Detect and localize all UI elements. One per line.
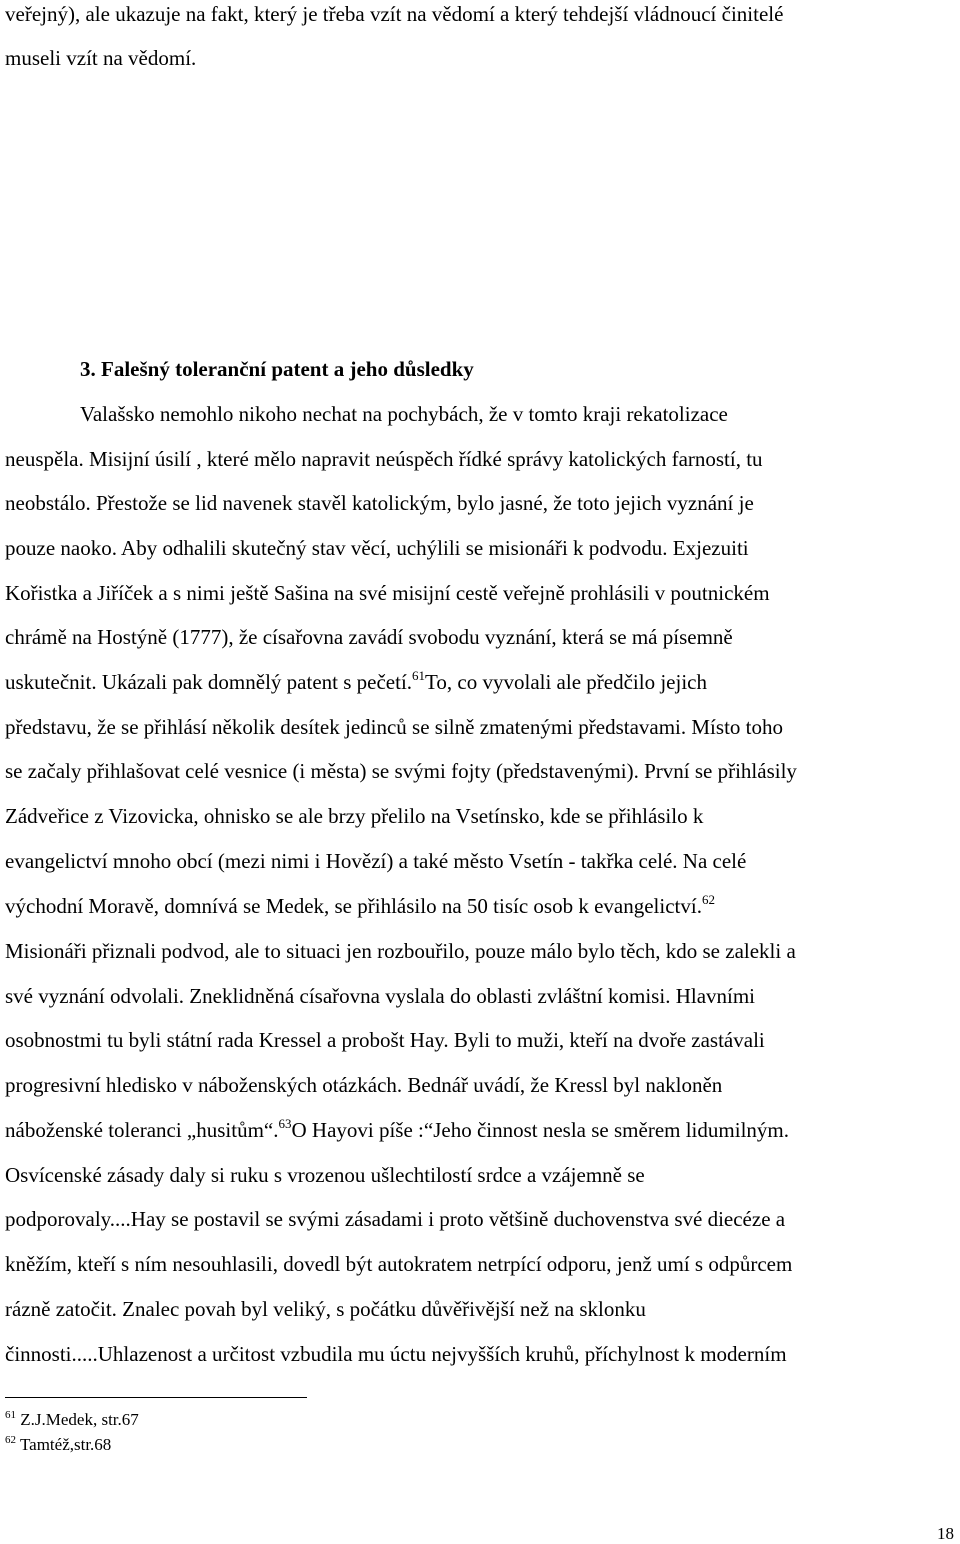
body-text-line: podporovaly....Hay se postavil se svými zásadami i proto většině duchovenstva své diecéze a	[5, 1207, 786, 1231]
body-text-line: Kořistka a Jiříček a s nimi ještě Sašina na své misijní cestě veřejně prohlásili v poutnickém	[5, 581, 770, 605]
body-text-line: neuspěla. Misijní úsilí , které mělo napravit neúspěch řídké správy katolických farností, tu	[5, 447, 763, 471]
body-text-line	[5, 670, 707, 697]
body-text-line: progresivní hledisko v náboženských otázkách. Bednář uvádí, že Kressl byl nakloněn	[5, 1073, 723, 1097]
footnote	[5, 1410, 139, 1432]
body-text-line: osobnostmi tu byli státní rada Kressel a probošt Hay. Byli to muži, kteří na dvoře zastávali	[5, 1028, 765, 1052]
body-text-line: evangelictví mnoho obcí (mezi nimi i Hovězí) a také město Vsetín - takřka celé. Na celé	[5, 849, 747, 873]
text-run: To, co vyvolali ale předčilo jejich	[425, 670, 707, 694]
body-text-line: Misionáři přiznali podvod, ale to situaci jen rozbouřilo, pouze málo bylo těch, kdo se zalekli a	[5, 939, 796, 963]
text-run: uskutečnit. Ukázali pak domnělý patent s pečetí.	[5, 670, 413, 694]
body-text-line: rázně zatočit. Znalec povah byl veliký, s počátku důvěřivější než na sklonku	[5, 1297, 646, 1321]
body-text-line: Osvícenské zásady daly si ruku s vrozenou ušlechtilostí srdce a vzájemně se	[5, 1163, 645, 1187]
footnote-text: Z.J.Medek, str.67	[20, 1410, 139, 1429]
body-text-line: chrámě na Hostýně (1777), že císařovna zavádí svobodu vyznání, která se má písemně	[5, 625, 733, 649]
text-run: náboženské toleranci „husitům“.	[5, 1118, 279, 1142]
text-run: O Hayovi píše :“Jeho činnost nesla se směrem lidumilným.	[291, 1118, 789, 1142]
body-text-line: veřejný), ale ukazuje na fakt, který je třeba vzít na vědomí a který tehdejší vládnoucí činitelé	[5, 2, 784, 26]
body-text-line: neobstálo. Přestože se lid navenek stavěl katolickým, bylo jasné, že toto jejich vyznání je	[5, 491, 754, 515]
body-text-line	[5, 894, 715, 921]
page-number: 18	[937, 1524, 954, 1543]
body-text-line: museli vzít na vědomí.	[5, 46, 197, 70]
body-text-line: Zádveřice z Vizovicka, ohnisko se ale brzy přelilo na Vsetínsko, kde se přihlásilo k	[5, 804, 704, 828]
footnote	[5, 1435, 111, 1457]
footnote-separator	[5, 1397, 307, 1398]
body-text-line: své vyznání odvolali. Zneklidněná císařovna vyslala do oblasti zvláštní komisi. Hlavními	[5, 984, 756, 1008]
footnote-number: 62	[5, 1434, 16, 1446]
body-text-line: kněžím, kteří s ním nesouhlasili, dovedl být autokratem netrpící odporu, jenž umí s odpůrcem	[5, 1252, 793, 1276]
section-heading: 3. Falešný toleranční patent a jeho důsledky	[80, 357, 474, 381]
footnote-ref: 63	[278, 1116, 292, 1131]
footnote-ref: 62	[701, 892, 715, 907]
body-text-line: Valašsko nemohlo nikoho nechat na pochybách, že v tomto kraji rekatolizace	[80, 402, 728, 426]
text-run: východní Moravě, domnívá se Medek, se přihlásilo na 50 tisíc osob k evangelictví.	[5, 894, 702, 918]
body-text-line	[5, 1118, 789, 1145]
footnote-number: 61	[5, 1409, 16, 1421]
footnote-text: Tamtéž,str.68	[19, 1435, 112, 1454]
body-text-line: představu, že se přihlásí několik desítek jedinců se silně zmatenými představami. Místo toho	[5, 715, 783, 739]
footnote-ref: 61	[412, 668, 426, 683]
body-text-line: pouze naoko. Aby odhalili skutečný stav věcí, uchýlili se misionáři k podvodu. Exjezuiti	[5, 536, 749, 560]
body-text-line: se začaly přihlašovat celé vesnice (i města) se svými fojty (představenými). První se přihlásily	[5, 759, 797, 783]
body-text-line: činnosti.....Uhlazenost a určitost vzbudila mu úctu nejvyšších kruhů, příchylnost k moderním	[5, 1342, 787, 1366]
